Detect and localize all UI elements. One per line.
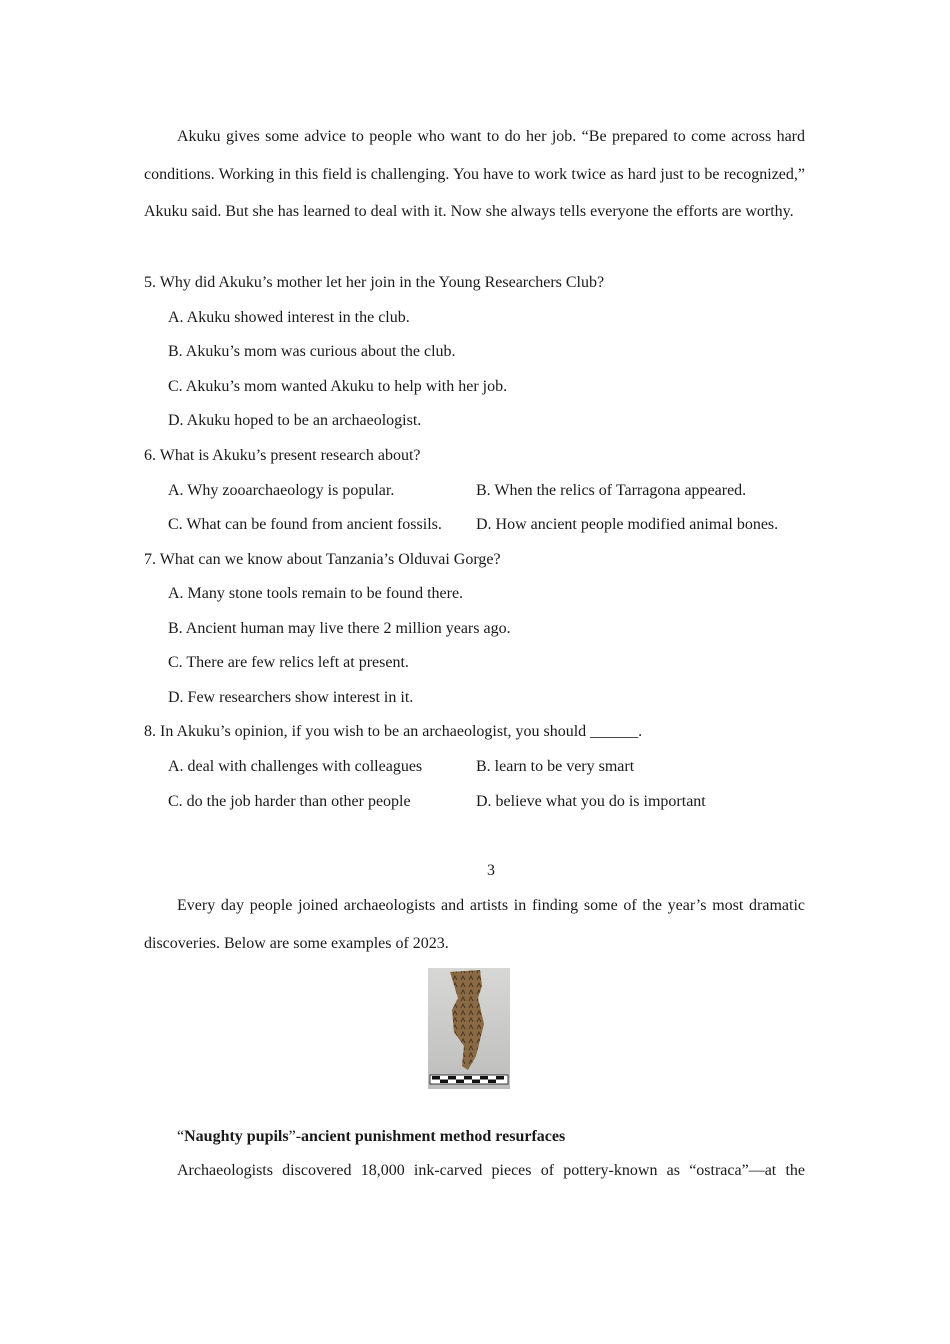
heading-quote: “ xyxy=(177,1128,185,1145)
question-6-option-c: C. What can be found from ancient fossils. xyxy=(168,516,442,533)
question-7-option-d: D. Few researchers show interest in it. xyxy=(168,689,414,706)
article-heading xyxy=(177,1127,565,1147)
question-8-option-d: D. believe what you do is important xyxy=(476,793,706,810)
heading-subtitle: ancient punishment method resurfaces xyxy=(301,1128,566,1145)
section-intro xyxy=(144,887,805,962)
heading-quote-close: ”- xyxy=(288,1128,302,1145)
question-8-stem: 8. In Akuku’s opinion, if you wish to be an archaeologist, you should ______. xyxy=(144,723,643,740)
question-8-option-c: C. do the job harder than other people xyxy=(168,793,411,810)
question-5-option-a: A. Akuku showed interest in the club. xyxy=(168,309,410,326)
section-number: 3 xyxy=(487,862,495,879)
question-6-option-b: B. When the relics of Tarragona appeared. xyxy=(476,482,747,499)
passage-paragraph: Akuku gives some advice to people who want to do her job. “Be prepared to come across hard conditions. Working in this field is challenging. You have to work twice as hard just to be recognized,” Akuku said. But she has learned to deal with it. Now she always tells everyone the efforts are worthy. xyxy=(144,128,805,220)
article-body-start: Archaeologists discovered 18,000 ink-carved pieces of pottery-known as “ostraca”—at the xyxy=(177,1162,805,1179)
ostracon-photo xyxy=(428,968,510,1089)
question-8-option-b: B. learn to be very smart xyxy=(476,758,635,775)
question-8-option-a: A. deal with challenges with colleagues xyxy=(168,758,423,775)
question-5-option-d: D. Akuku hoped to be an archaeologist. xyxy=(168,412,422,429)
intro-paragraph: Every day people joined archaeologists and artists in finding some of the year’s most dramatic discoveries. Below are some examples of 2023. xyxy=(144,897,805,952)
question-6-option-a: A. Why zooarchaeology is popular. xyxy=(168,482,395,499)
question-6-stem: 6. What is Akuku’s present research about? xyxy=(144,447,421,464)
question-7-option-b: B. Ancient human may live there 2 million years ago. xyxy=(168,620,511,637)
question-5-option-c: C. Akuku’s mom wanted Akuku to help with her job. xyxy=(168,378,508,395)
question-7-option-c: C. There are few relics left at present. xyxy=(168,654,409,671)
passage-end xyxy=(144,118,805,231)
question-5-stem: 5. Why did Akuku’s mother let her join in the Young Researchers Club? xyxy=(144,274,605,291)
heading-bold-part: Naughty pupils xyxy=(184,1128,289,1145)
scale-bar xyxy=(430,1075,508,1084)
question-7-option-a: A. Many stone tools remain to be found there. xyxy=(168,585,464,602)
question-7-stem: 7. What can we know about Tanzania’s Olduvai Gorge? xyxy=(144,551,501,568)
question-6-option-d: D. How ancient people modified animal bones. xyxy=(476,516,779,533)
question-5-option-b: B. Akuku’s mom was curious about the club. xyxy=(168,343,456,360)
